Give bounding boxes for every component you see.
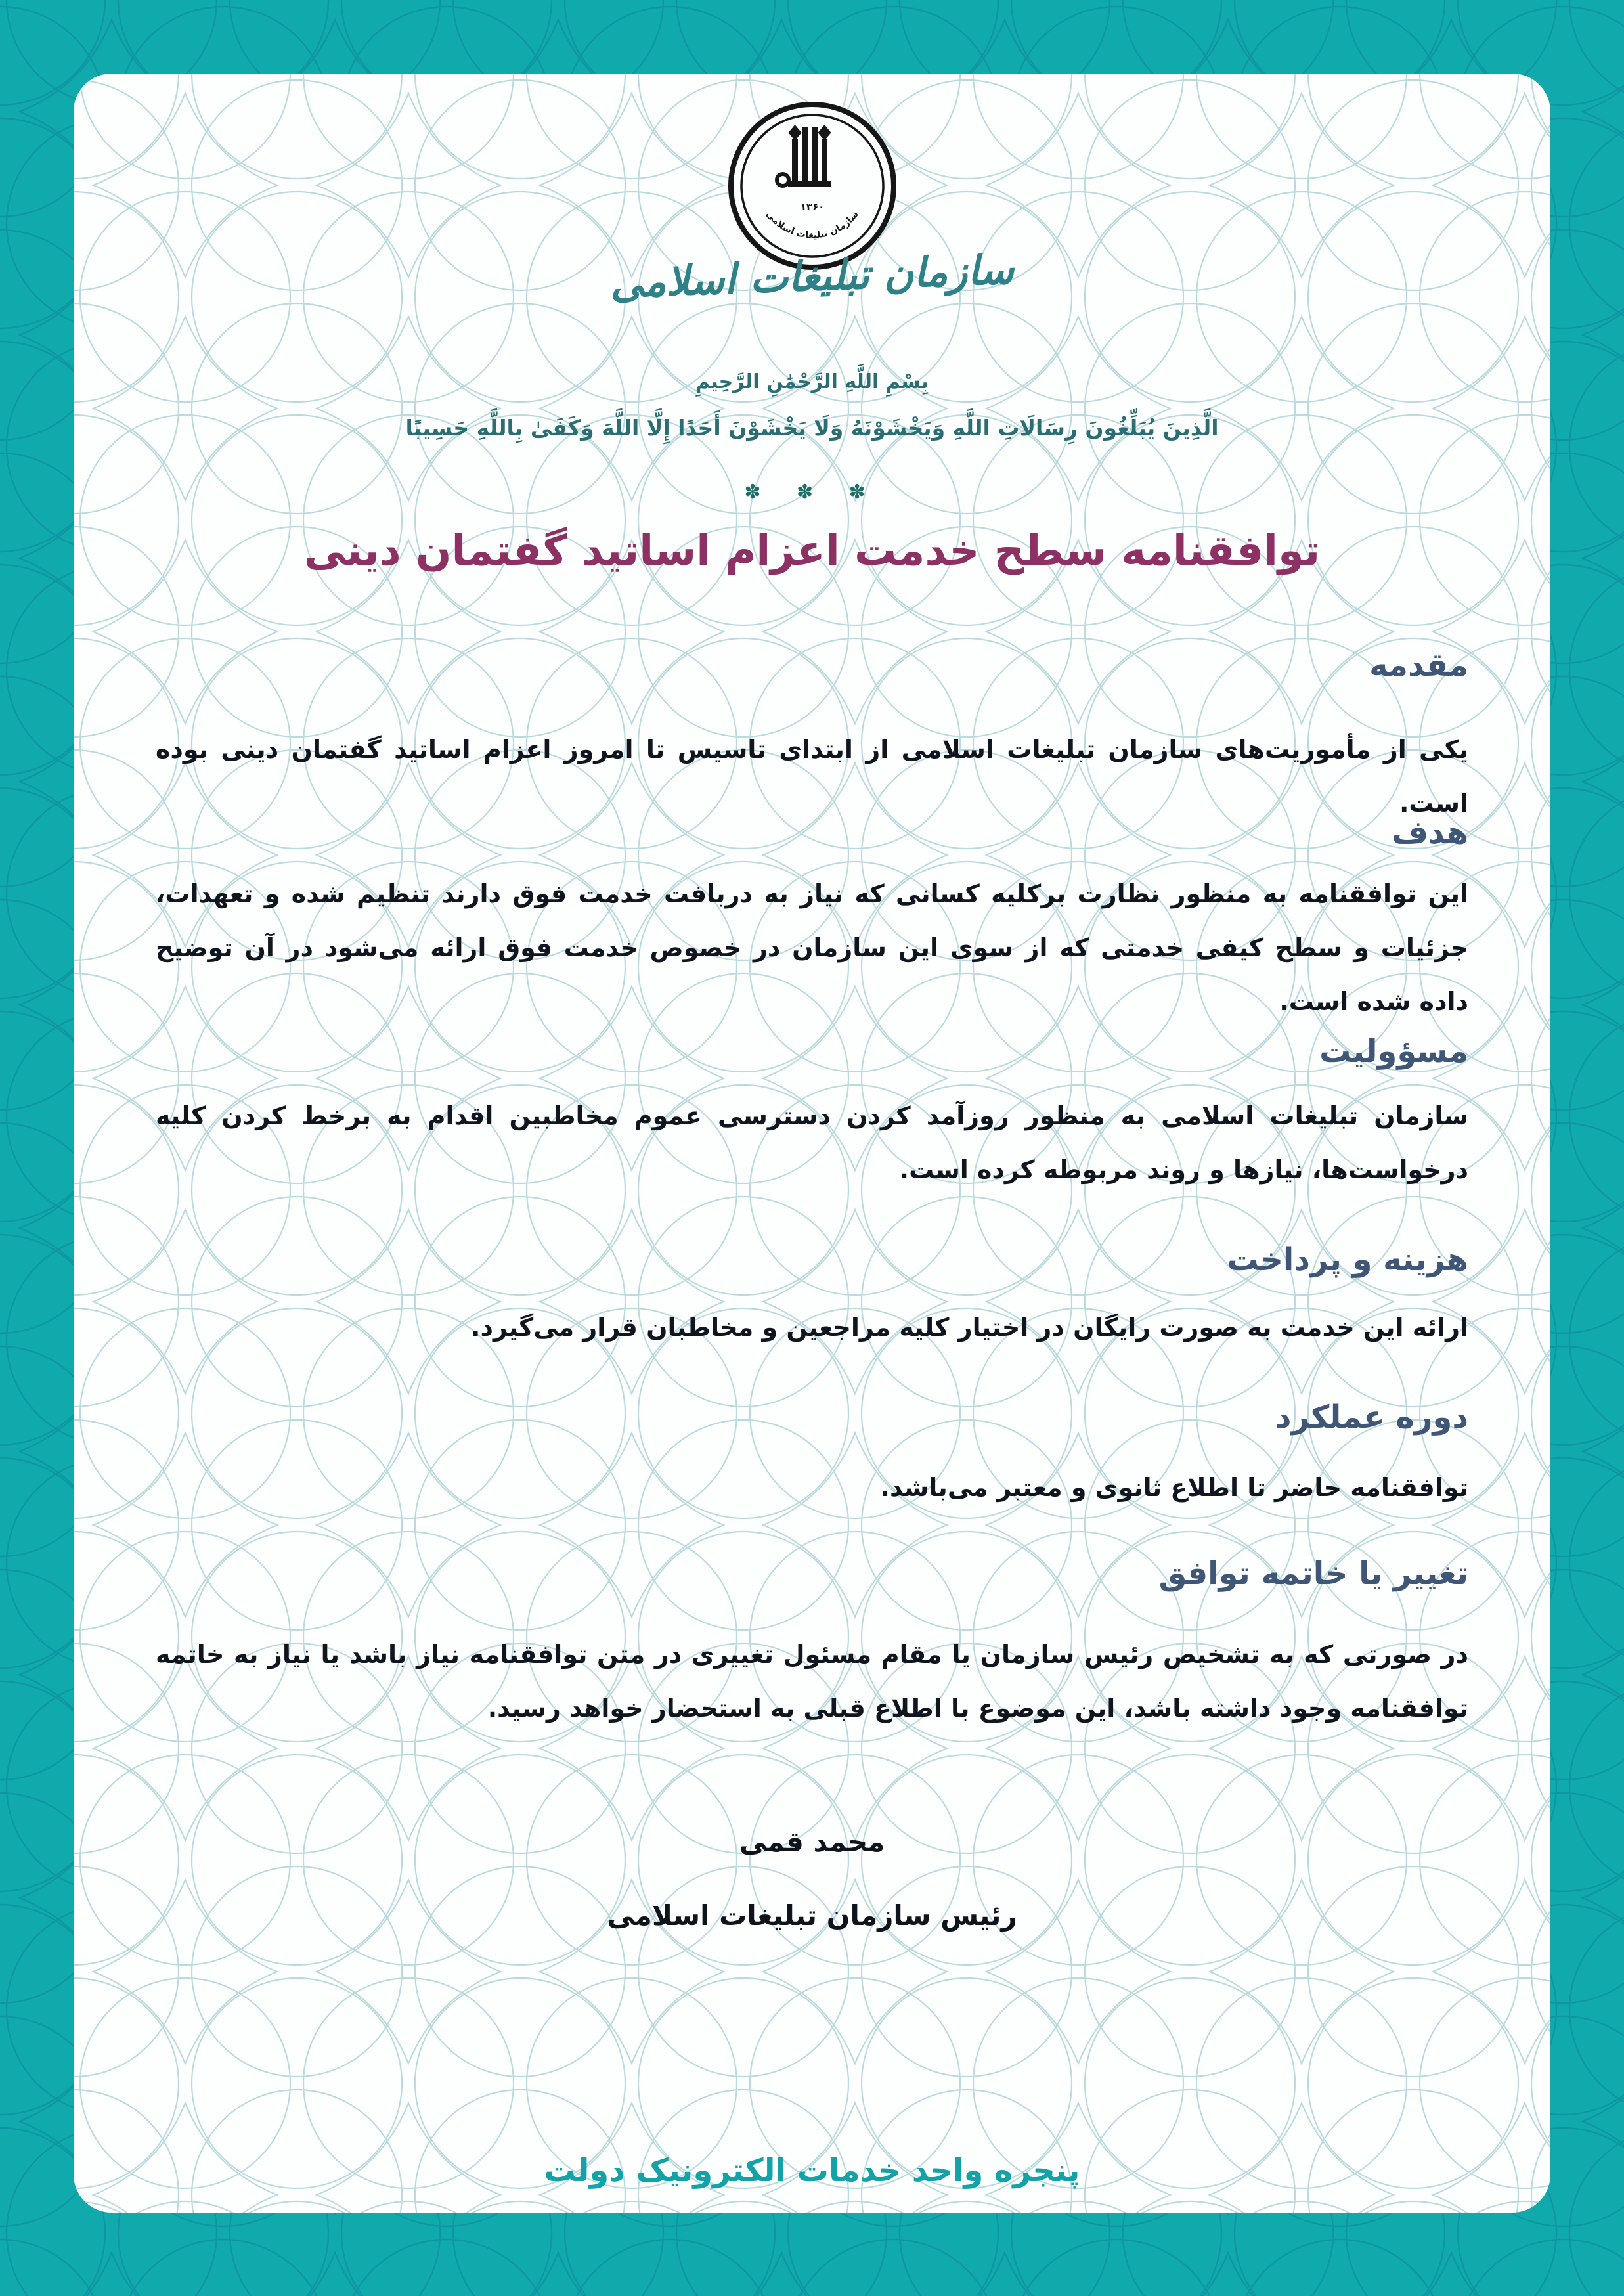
section-body-hazineh-pardakht: ارائه این خدمت به صورت رایگان در اختیار کلیه مراجعین و مخاطبان قرار می‌گیرد. [471, 1313, 1468, 1342]
emblem-arc-text: سازمان تبلیغات اسلامی [763, 209, 861, 241]
section-body-taghir-khatemeh: در صورتی که به تشخیص رئیس سازمان یا مقام مسئول تغییری در متن توافقنامه نیاز باشد یا نیاز به خاتمه توافقنامه وجود داشته باشد، این موضوع با اطلاع قبلی به استحضار خواهد رسید. [156, 1640, 1468, 1723]
document-card [74, 74, 1550, 2213]
quran-verse-line: الَّذِينَ يُبَلِّغُونَ رِسَالَاتِ اللَّهِ وَيَخْشَوْنَهُ وَلَا يَخْشَوْنَ أَحَدًا إِلَّا اللَّهَ وَكَفَىٰ بِاللَّهِ حَسِيبًا [405, 415, 1219, 441]
organization-logo-icon [724, 97, 901, 275]
bismillah-line: بِسْمِ اللَّهِ الرَّحْمَٰنِ الرَّحِيمِ [695, 370, 929, 393]
signatory-title: رئیس سازمان تبلیغات اسلامی [607, 1899, 1017, 1932]
section-body-doreh-amalkard: توافقنامه حاضر تا اطلاع ثانوی و معتبر می‌باشد. [880, 1473, 1468, 1502]
section-heading-moghaddameh: مقدمه [1369, 647, 1468, 684]
footer-service-window-label: پنجره واحد خدمات الکترونیک دولت [544, 2152, 1080, 2189]
page-title: توافقنامه سطح خدمت اعزام اساتید گفتمان دینی [303, 527, 1321, 575]
organization-calligraphy: سازمان تبلیغات اسلامی [609, 245, 1015, 307]
emblem-year: ۱۳۶۰ [800, 201, 824, 213]
asterisk-separator: ✽ ✽ ✽ [744, 481, 880, 504]
section-heading-doreh-amalkard: دوره عملکرد [1275, 1399, 1468, 1436]
section-body-hadaf: این توافقنامه به منظور نظارت برکلیه کسانی که نیاز به دربافت خدمت فوق دارند تنظیم شده و تعهدات، جزئیات و سطح کیفی خدمتی که از سوی این سازمان در خصوص خدمت فوق ارائه می‌شود در آن توضیح داده شده است. [156, 879, 1468, 1016]
signatory-name: محمد قمی [739, 1826, 885, 1858]
section-heading-masouliat: مسؤولیت [1319, 1033, 1468, 1070]
section-body-masouliat: سازمان تبلیغات اسلامی به منظور روزآمد کردن دسترسی عموم مخاطبین اقدام به برخط کردن کلیه درخواست‌ها، نیازها و روند مربوطه کرده است. [156, 1101, 1468, 1184]
section-heading-taghir-khatemeh: تغییر یا خاتمه توافق [1158, 1555, 1468, 1592]
section-heading-hadaf: هدف [1392, 814, 1468, 851]
section-body-moghaddameh: یکی از مأموریت‌های سازمان تبلیغات اسلامی از ابتدای تاسیس تا امروز اعزام اساتید گفتمان دینی بوده است. [156, 735, 1468, 818]
section-heading-hazineh-pardakht: هزینه و پرداخت [1227, 1241, 1468, 1278]
